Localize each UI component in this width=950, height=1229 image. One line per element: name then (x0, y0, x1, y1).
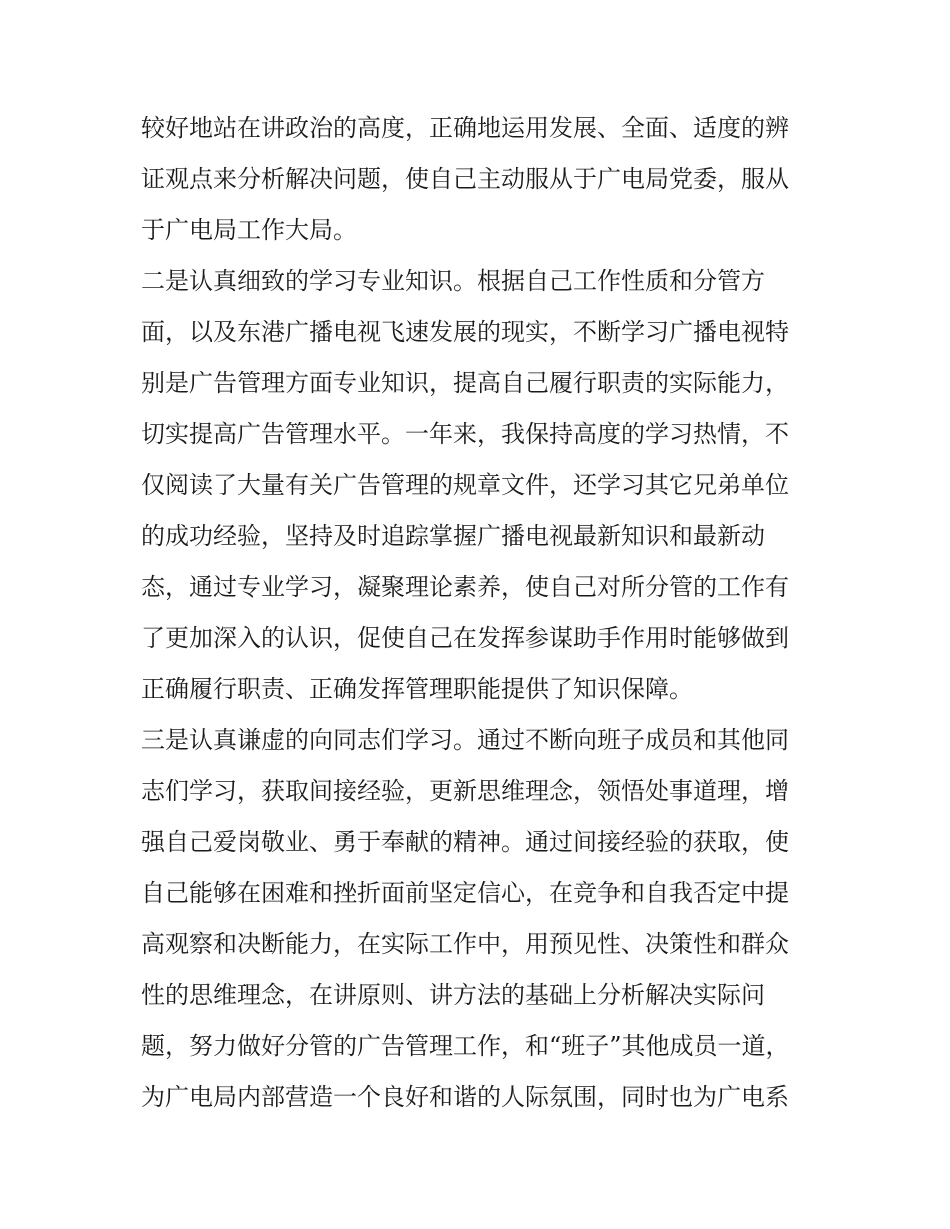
text-line: 强自己爱岗敬业、勇于奉献的精神。通过间接经验的获取，使 (141, 828, 789, 856)
text-line: 高观察和决断能力，在实际工作中，用预见性、决策性和群众 (141, 930, 789, 958)
text-line: 于广电局工作大局。 (141, 216, 357, 244)
text-line: 自己能够在困难和挫折面前坚定信心，在竞争和自我否定中提 (141, 879, 789, 907)
paragraph-start-line: 二是认真细致的学习专业知识。根据自己工作性质和分管方 (141, 267, 765, 295)
text-line: 别是广告管理方面专业知识，提高自己履行职责的实际能力， (141, 369, 789, 397)
text-line: 性的思维理念，在讲原则、讲方法的基础上分析解决实际问 (141, 981, 765, 1009)
text-line: 的成功经验，坚持及时追踪掌握广播电视最新知识和最新动 (141, 522, 765, 550)
text-line: 仅阅读了大量有关广告管理的规章文件，还学习其它兄弟单位 (141, 471, 789, 499)
text-line: 了更加深入的认识，促使自己在发挥参谋助手作用时能够做到 (141, 624, 789, 652)
paragraph-start-line: 三是认真谦虚的向同志们学习。通过不断向班子成员和其他同 (141, 726, 789, 754)
text-line: 证观点来分析解决问题，使自己主动服从于广电局党委，服从 (141, 165, 789, 193)
text-line: 态，通过专业学习，凝聚理论素养，使自己对所分管的工作有 (141, 573, 789, 601)
text-line: 切实提高广告管理水平。一年来，我保持高度的学习热情，不 (141, 420, 789, 448)
text-line: 题，努力做好分管的广告管理工作，和“班子”其他成员一道， (141, 1032, 790, 1060)
text-line: 正确履行职责、正确发挥管理职能提供了知识保障。 (141, 675, 693, 703)
text-line: 为广电局内部营造一个良好和谐的人际氛围，同时也为广电系 (141, 1083, 789, 1111)
text-line: 面，以及东港广播电视飞速发展的现实，不断学习广播电视特 (141, 318, 789, 346)
text-line: 志们学习，获取间接经验，更新思维理念，领悟处事道理，增 (141, 777, 789, 805)
text-line: 较好地站在讲政治的高度，正确地运用发展、全面、适度的辨 (141, 114, 789, 142)
